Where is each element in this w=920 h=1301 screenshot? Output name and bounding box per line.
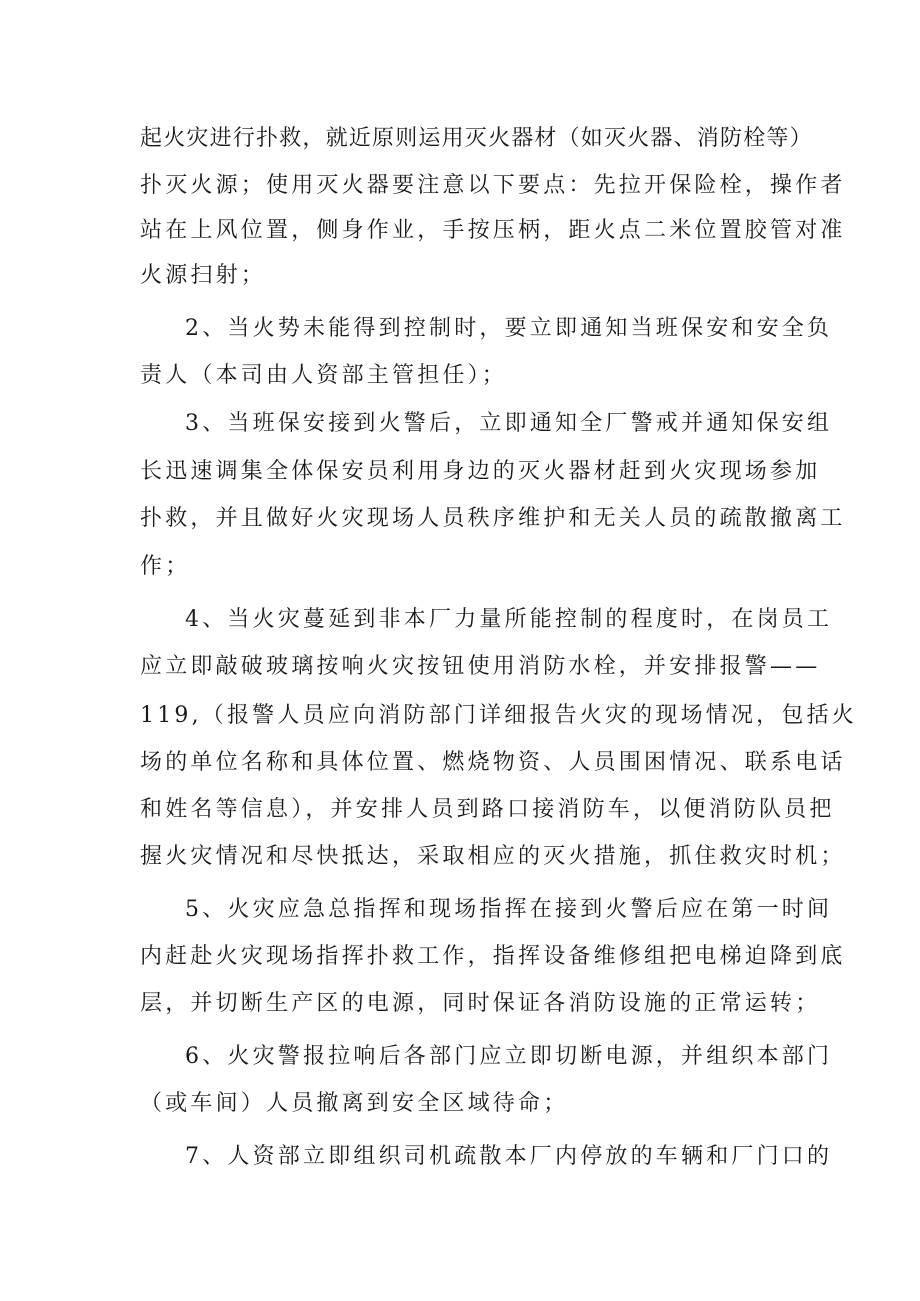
- paragraph-3-first-line: 3、当班保安接到火警后，立即通知全厂警戒并通知保安组: [185, 411, 833, 436]
- text-line: 内赶赴火灾现场指挥扑救工作，指挥设备维修组把电梯迫降到底: [140, 944, 846, 969]
- text-line: 场的单位名称和具体位置、燃烧物资、人员围困情况、联系电话: [140, 750, 846, 775]
- text-line: 层，并切断生产区的电源，同时保证各消防设施的正常运转；: [140, 991, 821, 1016]
- text-line: 站在上风位置，侧身作业，手按压柄，距火点二米位置胶管对准: [140, 218, 846, 243]
- text-line: 扑救，并且做好火灾现场人员秩序维护和无关人员的疏散撤离工: [140, 506, 846, 531]
- text-line: 责人（本司由人资部主管担任）；: [140, 363, 508, 388]
- text-line: （或车间）人员撤离到安全区域待命；: [140, 1091, 569, 1116]
- text-line: 起火灾进行扑救，就近原则运用灭火器材（如灭火器、消防栓等）: [140, 126, 813, 151]
- text-line: 和姓名等信息），并安排人员到路口接消防车，以便消防队员把: [140, 797, 835, 822]
- paragraph-6-first-line: 6、火灾警报拉响后各部门应立即切断电源，并组织本部门: [185, 1044, 833, 1069]
- text-line: 握火灾情况和尽快抵达，采取相应的灭火措施，抓住救灾时机；: [140, 844, 846, 869]
- text-line: 119,（报警人员应向消防部门详细报告火灾的现场情况，包括火: [140, 703, 857, 728]
- text-line: 火源扫射；: [140, 263, 267, 288]
- text-line: 长迅速调集全体保安员利用身边的灭火器材赶到火灾现场参加: [140, 459, 821, 484]
- text-line: 作；: [140, 554, 191, 579]
- paragraph-4-first-line: 4、当火灾蔓延到非本厂力量所能控制的程度时，在岗员工: [185, 607, 833, 632]
- paragraph-7-first-line: 7、人资部立即组织司机疏散本厂内停放的车辆和厂门口的: [185, 1144, 833, 1169]
- paragraph-5-first-line: 5、火灾应急总指挥和现场指挥在接到火警后应在第一时间: [185, 897, 833, 922]
- text-line: 应立即敲破玻璃按响火灾按钮使用消防水栓，并安排报警——: [140, 654, 821, 679]
- paragraph-2-first-line: 2、当火势未能得到控制时，要立即通知当班保安和安全负: [185, 316, 833, 341]
- text-line: 扑灭火源；使用灭火器要注意以下要点：先拉开保险栓，操作者: [140, 173, 846, 198]
